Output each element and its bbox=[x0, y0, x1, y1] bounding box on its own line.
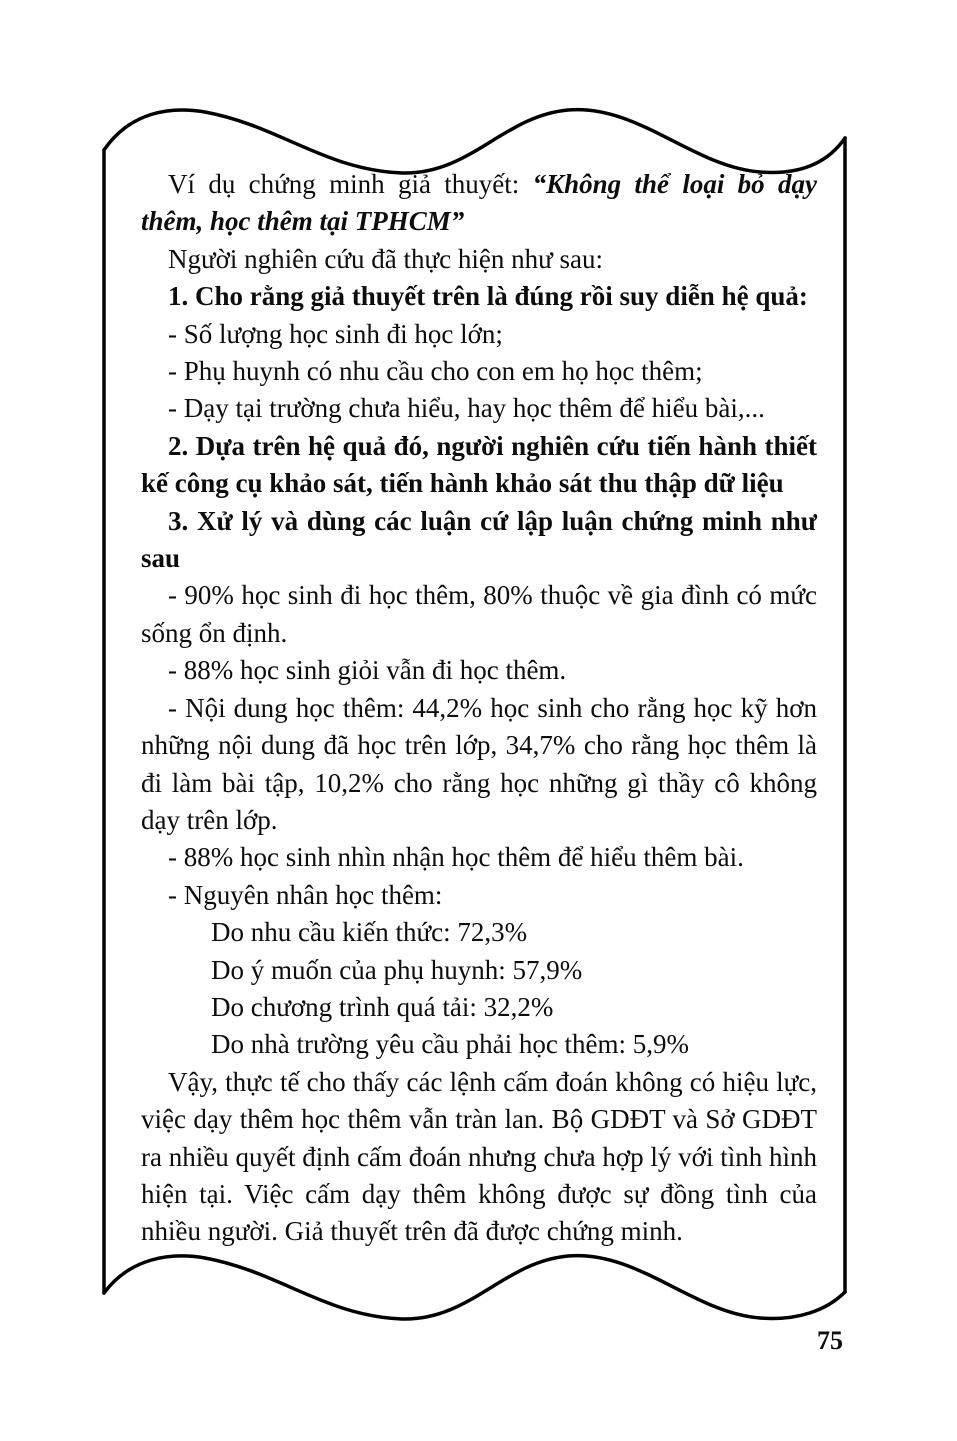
top-wave-edge bbox=[104, 110, 845, 173]
bottom-wave-edge bbox=[104, 1256, 845, 1319]
reason-knowledge: Do nhu cầu kiến thức: 72,3% bbox=[211, 917, 528, 948]
step3-bullet-3: - Nội dung học thêm: 44,2% học sinh cho rằng học kỹ hơn những nội dung đã học trên lớp, 34,7% cho rằng học thêm là đi làm bài tập, 10,2% cho rằng học những gì thầy cô không dạy trên lớp. bbox=[141, 692, 817, 835]
step3-heading: 3. Xử lý và dùng các luận cứ lập luận chứng minh như sau bbox=[141, 505, 817, 574]
page-number: 75 bbox=[817, 1326, 843, 1355]
step3-bullet-1: - 90% học sinh đi học thêm, 80% thuộc về gia đình có mức sống ổn định. bbox=[141, 580, 817, 648]
page-content bbox=[141, 166, 817, 1251]
step1-bullet-2: - Phụ huynh có nhu cầu cho con em họ học thêm; bbox=[168, 356, 703, 387]
researcher-line: Người nghiên cứu đã thực hiện như sau: bbox=[168, 243, 603, 274]
reason-parents: Do ý muốn của phụ huynh: 57,9% bbox=[211, 954, 583, 985]
intro-paragraph bbox=[141, 166, 817, 241]
intro-lead-text: Ví dụ chứng minh giả thuyết: bbox=[168, 169, 533, 199]
conclusion-paragraph: Vậy, thực tế cho thấy các lệnh cấm đoán không có hiệu lực, việc dạy thêm học thêm vẫn tràn lan. Bộ GDĐT và Sở GDĐT ra nhiều quyết định cấm đoán nhưng chưa hợp lý với tình hình hiện tại. Việc cấm dạy thêm không được sự đồng tình của nhiều người. Giả thuyết trên đã được chứng minh. bbox=[141, 1066, 817, 1247]
step1-bullet-3: - Dạy tại trường chưa hiểu, hay học thêm để hiểu bài,... bbox=[168, 393, 765, 424]
step1-bullet-1: - Số lượng học sinh đi học lớn; bbox=[168, 318, 503, 349]
reason-curriculum: Do chương trình quá tải: 32,2% bbox=[211, 991, 554, 1022]
step3-bullet-4: - 88% học sinh nhìn nhận học thêm để hiểu thêm bài. bbox=[168, 842, 744, 873]
step3-bullet-5: - Nguyên nhân học thêm: bbox=[168, 879, 443, 910]
step3-bullet-2: - 88% học sinh giỏi vẫn đi học thêm. bbox=[168, 655, 567, 686]
step1-heading: 1. Cho rằng giả thuyết trên là đúng rồi suy diễn hệ quả: bbox=[168, 281, 808, 312]
step2-heading: 2. Dựa trên hệ quả đó, người nghiên cứu tiến hành thiết kế công cụ khảo sát, tiến hành khảo sát thu thập dữ liệu bbox=[141, 430, 817, 499]
hypothesis-quote: “Không thể loại bỏ dạy thêm, học thêm tại TPHCM” bbox=[141, 169, 817, 237]
reason-school: Do nhà trường yêu cầu phải học thêm: 5,9% bbox=[211, 1029, 690, 1060]
